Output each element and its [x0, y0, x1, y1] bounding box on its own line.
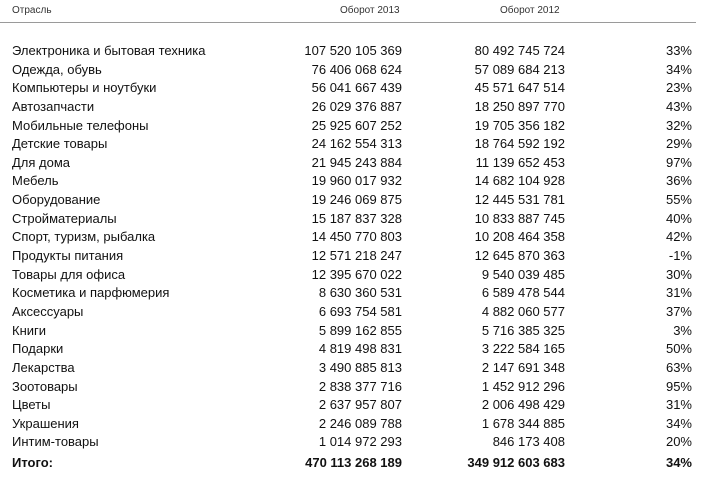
growth-cell: 40%	[665, 210, 692, 226]
turnover-2012-cell: 1 678 344 885	[481, 415, 565, 431]
table-row	[0, 266, 709, 285]
growth-cell: 97%	[665, 154, 692, 170]
turnover-2013-cell: 3 490 885 813	[318, 359, 402, 375]
turnover-2012-cell: 12 645 870 363	[474, 248, 565, 264]
sector-cell: Книги	[12, 322, 47, 338]
turnover-2012-cell: 12 445 531 781	[474, 192, 565, 208]
growth-cell: 23%	[665, 80, 692, 96]
turnover-2012-cell: 14 682 104 928	[474, 173, 565, 189]
growth-cell: 50%	[665, 341, 692, 357]
table-row	[0, 247, 709, 266]
turnover-2012-cell: 18 764 592 192	[474, 136, 565, 152]
table-row	[0, 433, 709, 452]
sector-cell: Украшения	[12, 415, 79, 431]
turnover-2013-cell: 56 041 667 439	[311, 80, 402, 96]
growth-cell: 36%	[665, 173, 692, 189]
sector-cell: Интим-товары	[12, 434, 99, 450]
total-turnover-2012: 349 912 603 683	[467, 455, 565, 470]
turnover-2013-cell: 19 960 017 932	[311, 173, 402, 189]
table-row	[0, 135, 709, 154]
table-row	[0, 396, 709, 415]
turnover-2013-cell: 21 945 243 884	[311, 154, 402, 170]
table-row	[0, 98, 709, 117]
total-label: Итого:	[12, 455, 53, 470]
growth-cell: 33%	[665, 43, 692, 58]
growth-cell: 29%	[665, 136, 692, 152]
turnover-2012-cell: 10 208 464 358	[474, 229, 565, 245]
header-sector: Отрасль	[12, 5, 52, 16]
turnover-2012-cell: 846 173 408	[492, 434, 565, 450]
sector-cell: Мобильные телефоны	[12, 117, 149, 133]
table-row	[0, 284, 709, 303]
turnover-2012-cell: 5 716 385 325	[481, 322, 565, 338]
turnover-2012-cell: 80 492 745 724	[474, 43, 565, 58]
growth-cell: 3%	[673, 322, 692, 338]
total-row	[0, 454, 709, 472]
growth-cell: -1%	[668, 248, 692, 264]
turnover-2013-cell: 5 899 162 855	[318, 322, 402, 338]
turnover-2012-cell: 18 250 897 770	[474, 98, 565, 114]
turnover-2013-cell: 1 014 972 293	[318, 434, 402, 450]
turnover-2013-cell: 2 246 089 788	[318, 415, 402, 431]
growth-cell: 20%	[665, 434, 692, 450]
turnover-2012-cell: 4 882 060 577	[481, 303, 565, 319]
turnover-2013-cell: 107 520 105 369	[304, 43, 402, 58]
growth-cell: 34%	[665, 415, 692, 431]
turnover-2013-cell: 4 819 498 831	[318, 341, 402, 357]
table-row	[0, 42, 709, 61]
turnover-2013-cell: 8 630 360 531	[318, 285, 402, 301]
turnover-2013-cell: 12 571 218 247	[311, 248, 402, 264]
table-row	[0, 359, 709, 378]
table-row	[0, 191, 709, 210]
sector-cell: Оборудование	[12, 192, 101, 208]
table-row	[0, 154, 709, 173]
turnover-2013-cell: 26 029 376 887	[311, 98, 402, 114]
sector-cell: Электроника и бытовая техника	[12, 43, 206, 58]
sector-cell: Зоотовары	[12, 378, 78, 394]
turnover-2012-cell: 1 452 912 296	[481, 378, 565, 394]
sector-cell: Товары для офиса	[12, 266, 126, 282]
turnover-2012-cell: 3 222 584 165	[481, 341, 565, 357]
growth-cell: 43%	[665, 98, 692, 114]
sector-cell: Цветы	[12, 397, 51, 413]
sector-cell: Мебель	[12, 173, 59, 189]
sector-cell: Одежда, обувь	[12, 61, 102, 77]
sector-cell: Для дома	[12, 154, 71, 170]
growth-cell: 32%	[665, 117, 692, 133]
turnover-2012-cell: 19 705 356 182	[474, 117, 565, 133]
growth-cell: 31%	[665, 285, 692, 301]
turnover-2013-cell: 25 925 607 252	[311, 117, 402, 133]
turnover-2013-cell: 15 187 837 328	[311, 210, 402, 226]
header-turnover-2012: Оборот 2012	[500, 5, 560, 16]
sector-cell: Спорт, туризм, рыбалка	[12, 229, 156, 245]
growth-cell: 95%	[665, 378, 692, 394]
turnover-2012-cell: 6 589 478 544	[481, 285, 565, 301]
total-growth: 34%	[665, 455, 692, 470]
sector-cell: Подарки	[12, 341, 64, 357]
table-row	[0, 172, 709, 191]
table-row	[0, 117, 709, 136]
turnover-2013-cell: 2 838 377 716	[318, 378, 402, 394]
sector-cell: Стройматериалы	[12, 210, 117, 226]
table-row	[0, 79, 709, 98]
turnover-2013-cell: 14 450 770 803	[311, 229, 402, 245]
total-turnover-2013: 470 113 268 189	[305, 455, 402, 470]
growth-cell: 31%	[665, 397, 692, 413]
growth-cell: 42%	[665, 229, 692, 245]
table-row	[0, 322, 709, 341]
sector-cell: Компьютеры и ноутбуки	[12, 80, 157, 96]
sector-cell: Лекарства	[12, 359, 75, 375]
growth-cell: 63%	[665, 359, 692, 375]
growth-cell: 34%	[665, 61, 692, 77]
turnover-2012-cell: 10 833 887 745	[474, 210, 565, 226]
turnover-2012-cell: 2 006 498 429	[481, 397, 565, 413]
table-body	[0, 42, 709, 452]
table-row	[0, 210, 709, 229]
turnover-2013-cell: 76 406 068 624	[311, 61, 402, 77]
table-row	[0, 378, 709, 397]
turnover-2013-cell: 24 162 554 313	[311, 136, 402, 152]
sector-cell: Аксессуары	[12, 303, 84, 319]
table-row	[0, 415, 709, 434]
sector-cell: Автозапчасти	[12, 98, 95, 114]
sector-cell: Детские товары	[12, 136, 108, 152]
table-row	[0, 61, 709, 80]
turnover-2012-cell: 2 147 691 348	[481, 359, 565, 375]
sector-cell: Продукты питания	[12, 248, 124, 264]
turnover-2012-cell: 57 089 684 213	[474, 61, 565, 77]
sector-cell: Косметика и парфюмерия	[12, 285, 170, 301]
growth-cell: 30%	[665, 266, 692, 282]
table-row	[0, 340, 709, 359]
turnover-2013-cell: 2 637 957 807	[318, 397, 402, 413]
header-turnover-2013: Оборот 2013	[340, 5, 400, 16]
turnover-2013-cell: 19 246 069 875	[311, 192, 402, 208]
turnover-2012-cell: 45 571 647 514	[474, 80, 565, 96]
turnover-2013-cell: 12 395 670 022	[311, 266, 402, 282]
table-header	[0, 0, 696, 23]
growth-cell: 55%	[665, 192, 692, 208]
turnover-2012-cell: 9 540 039 485	[481, 266, 565, 282]
growth-cell: 37%	[665, 303, 692, 319]
table-row	[0, 303, 709, 322]
turnover-2013-cell: 6 693 754 581	[318, 303, 402, 319]
table-row	[0, 228, 709, 247]
turnover-2012-cell: 11 139 652 453	[475, 154, 565, 170]
